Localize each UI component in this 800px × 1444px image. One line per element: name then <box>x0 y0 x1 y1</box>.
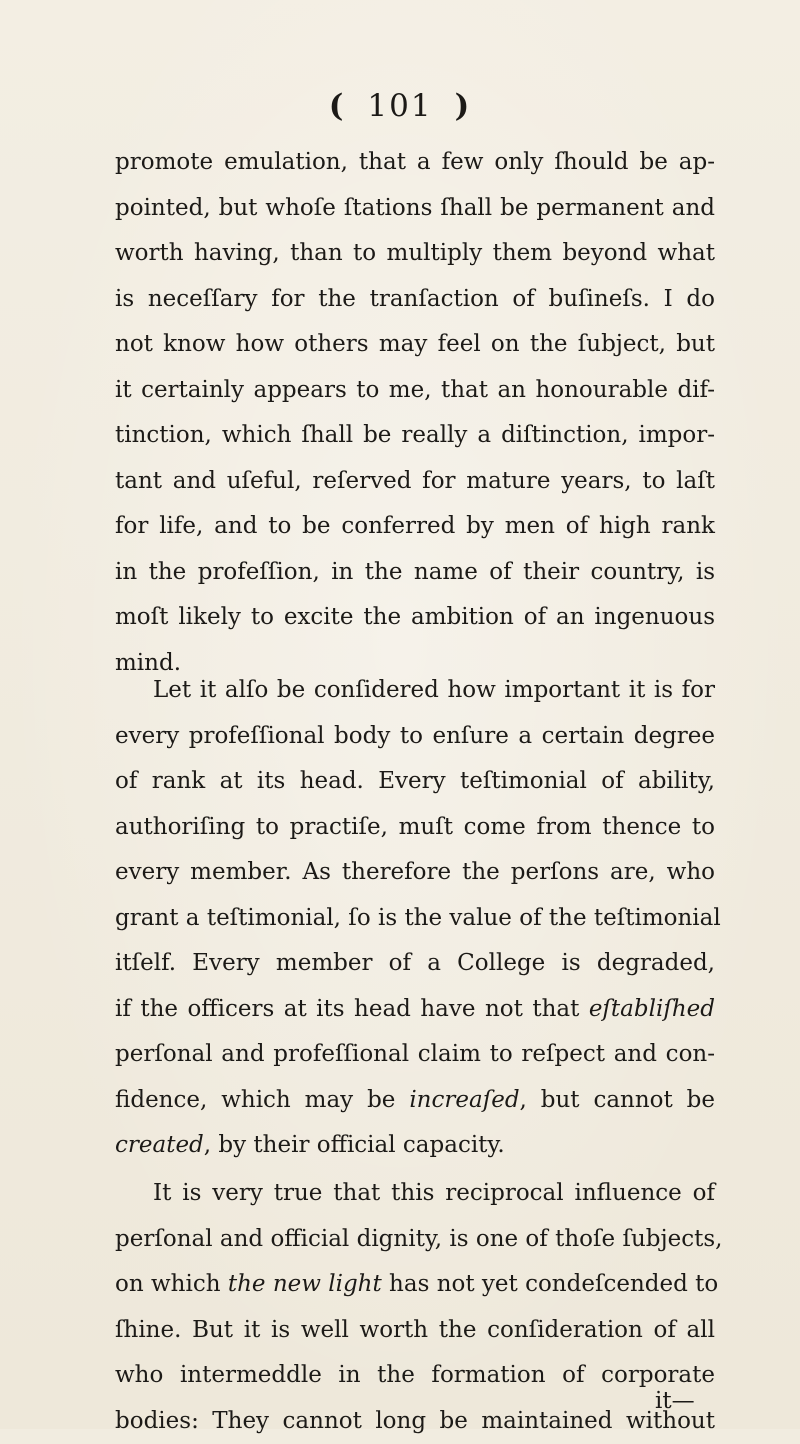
italic-word: created <box>115 1132 204 1158</box>
text-line: promote emulation, that a few only ſhould be ap- <box>115 140 715 186</box>
text-line <box>115 1262 715 1308</box>
text-line: perſonal and profeſſional claim to reſpect and con- <box>115 1032 715 1078</box>
text-line: in the profeſſion, in the name of their country, is <box>115 550 715 596</box>
text-line: grant a teſtimonial, ſo is the value of the teſtimonial <box>115 896 715 942</box>
page-header <box>0 88 800 124</box>
page-number: 101 <box>367 88 432 124</box>
line-text: on which <box>115 1271 228 1297</box>
italic-phrase: the new light <box>228 1271 382 1297</box>
text-line: moſt likely to excite the ambition of an ingenuous <box>115 595 715 641</box>
paragraph-2 <box>115 668 715 1169</box>
text-line: Let it alſo be conſidered how important it is for <box>115 668 715 714</box>
italic-word: eſtabliſhed <box>589 996 715 1022</box>
text-line <box>115 1078 715 1124</box>
text-line: mind. <box>115 641 715 687</box>
text-line: every profeſſional body to enſure a certain degree <box>115 714 715 760</box>
line-text: , by their official capacity. <box>204 1132 505 1158</box>
text-line: pointed, but whoſe ſtations ſhall be permanent and <box>115 186 715 232</box>
catchword: it— <box>655 1388 695 1414</box>
paragraph-3 <box>115 1171 715 1444</box>
text-line: authoriſing to practiſe, muſt come from thence to <box>115 805 715 851</box>
text-line: who intermeddle in the formation of corporate <box>115 1353 715 1399</box>
text-line: is neceſſary for the tranſaction of buſineſs. I do <box>115 277 715 323</box>
text-line: for life, and to be conferred by men of high rank <box>115 504 715 550</box>
text-line: perſonal and official dignity, is one of thoſe ſubjects, <box>115 1217 715 1263</box>
line-text: , but cannot be <box>520 1087 715 1113</box>
text-line: not know how others may feel on the ſubject, but <box>115 322 715 368</box>
paragraph-1 <box>115 140 715 686</box>
text-line <box>115 987 715 1033</box>
header-open-paren: ( <box>329 88 346 124</box>
text-line: ſhine. But it is well worth the conſideration of all <box>115 1308 715 1354</box>
text-line: tinction, which ſhall be really a diſtinction, impor- <box>115 413 715 459</box>
text-line: worth having, than to multiply them beyond what <box>115 231 715 277</box>
line-text: fidence, which may be <box>115 1087 409 1113</box>
line-text: if the officers at its head have not that <box>115 996 589 1022</box>
text-line <box>115 1123 715 1169</box>
text-line: bodies: They cannot long be maintained without <box>115 1399 715 1444</box>
text-line: of rank at its head. Every teſtimonial of ability, <box>115 759 715 805</box>
text-line: every member. As therefore the perſons are, who <box>115 850 715 896</box>
text-line: tant and uſeful, reſerved for mature years, to laſt <box>115 459 715 505</box>
text-line: itſelf. Every member of a College is degraded, <box>115 941 715 987</box>
italic-word: increaſed <box>409 1087 519 1113</box>
line-text: has not yet condeſcended to <box>382 1271 718 1297</box>
text-line: It is very true that this reciprocal influence of <box>115 1171 715 1217</box>
header-close-paren: ) <box>455 88 472 124</box>
text-line: it certainly appears to me, that an honourable dif- <box>115 368 715 414</box>
